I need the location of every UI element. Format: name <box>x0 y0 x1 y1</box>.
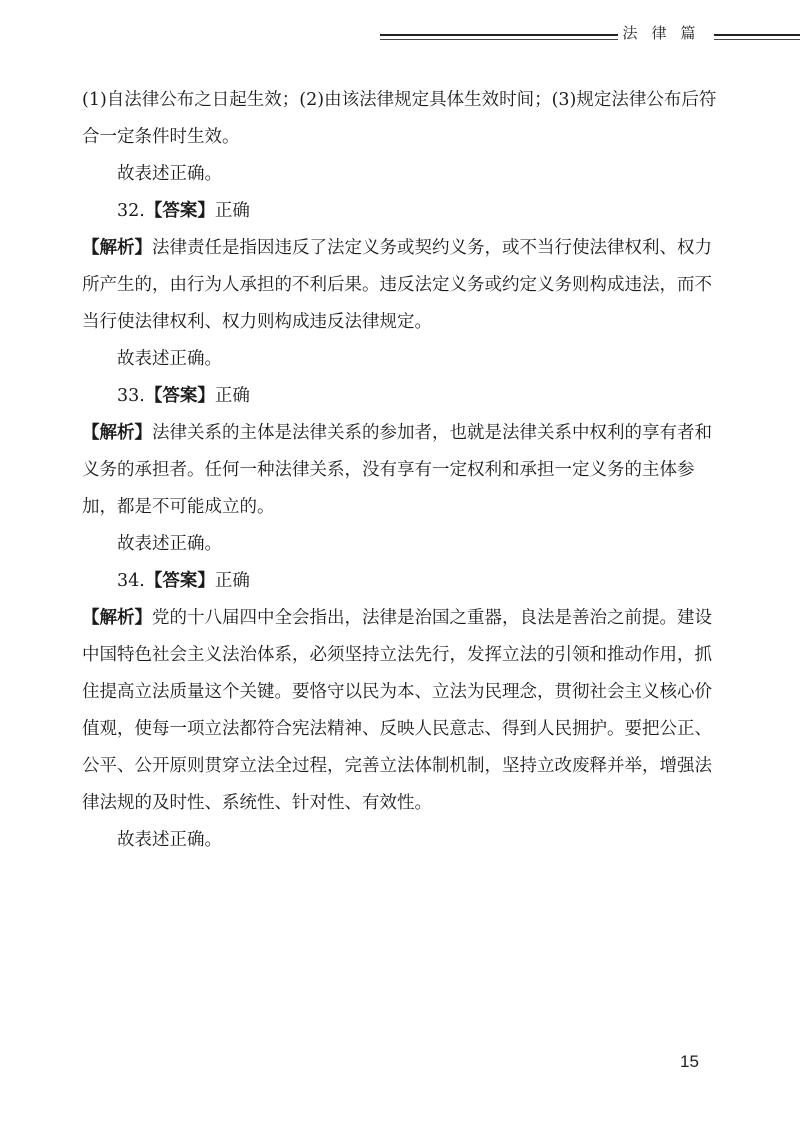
analysis-34 <box>82 600 722 822</box>
analysis-text: 党的十八届四中全会指出，法律是治国之重器，良法是善治之前提。建设中国特色社会主义法治体系，必须坚持立法先行，发挥立法的引领和推动作用，抓住提高立法质量这个关键。要恪守以民为本、立法为民理念，贯彻社会主义核心价值观，使每一项立法都符合宪法精神、反映人民意志、得到人民拥护。要把公正、公平、公开原则贯穿立法全过程，完善立法体制机制，坚持立改废释并举，增强法律法规的及时性、系统性、针对性、有效性。 <box>82 608 712 813</box>
running-head: 法律篇 <box>618 22 714 44</box>
page-number: 15 <box>680 1052 699 1071</box>
conclusion-31: 故表述正确。 <box>117 164 222 184</box>
answer-33 <box>82 378 722 415</box>
question-number: 34. <box>117 571 145 591</box>
question-number: 33. <box>117 386 145 406</box>
analysis-32 <box>82 230 722 341</box>
answer-value: 正确 <box>214 386 250 406</box>
analysis-label: 【解析】 <box>82 238 152 258</box>
answer-32 <box>82 193 722 230</box>
question-number: 32. <box>117 201 145 221</box>
analysis-label: 【解析】 <box>82 423 152 443</box>
conclusion-33: 故表述正确。 <box>117 534 222 554</box>
page-body <box>82 82 722 859</box>
paragraph-effective-dates: (1)自法律公布之日起生效；(2)由该法律规定具体生效时间；(3)规定法律公布后符合一定条件时生效。 <box>82 90 717 147</box>
answer-value: 正确 <box>214 201 250 221</box>
answer-value: 正确 <box>214 571 250 591</box>
analysis-33 <box>82 415 722 526</box>
analysis-text: 法律关系的主体是法律关系的参加者，也就是法律关系中权利的享有者和义务的承担者。任何一种法律关系，没有享有一定权利和承担一定义务的主体参加，都是不可能成立的。 <box>82 423 712 517</box>
header-rule-thin <box>380 39 800 40</box>
analysis-label: 【解析】 <box>82 608 152 628</box>
answer-label: 【答案】 <box>144 571 215 591</box>
conclusion-34: 故表述正确。 <box>117 830 222 850</box>
header-rule <box>380 34 800 36</box>
conclusion-32: 故表述正确。 <box>117 349 222 369</box>
answer-label: 【答案】 <box>144 201 215 221</box>
answer-label: 【答案】 <box>144 386 215 406</box>
answer-34 <box>82 563 722 600</box>
analysis-text: 法律责任是指因违反了法定义务或契约义务，或不当行使法律权利、权力所产生的，由行为人承担的不利后果。违反法定义务或约定义务则构成违法，而不当行使法律权利、权力则构成违反法律规定。 <box>82 238 712 332</box>
